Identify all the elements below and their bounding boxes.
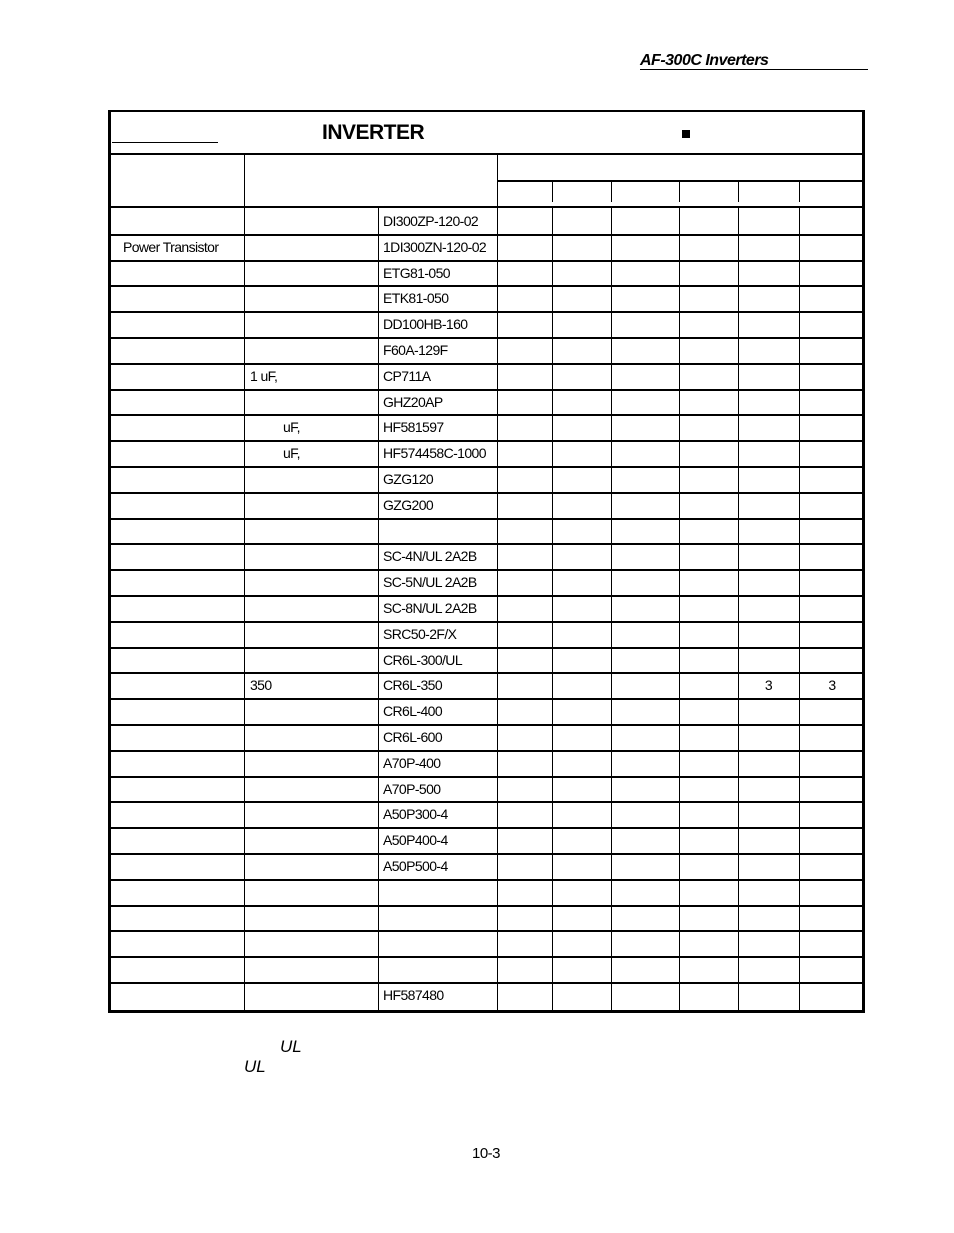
title-underline <box>112 142 218 143</box>
row-part-number: SRC50-2F/X <box>383 626 457 642</box>
row-separator <box>110 879 865 881</box>
row-separator <box>110 234 865 236</box>
row-spec: 1 uF, <box>250 368 278 384</box>
footnote-ul-2: UL <box>244 1057 266 1076</box>
row-separator <box>110 621 865 623</box>
header-col-tick <box>799 180 800 202</box>
header-col-tick <box>738 180 739 202</box>
row-separator <box>110 776 865 778</box>
row-separator <box>110 311 865 313</box>
row-spec: uF, <box>283 445 300 461</box>
row-separator <box>110 853 865 855</box>
row-part-number: GHZ20AP <box>383 394 443 410</box>
row-part-number: CP711A <box>383 368 431 384</box>
header-col-tick <box>552 180 553 202</box>
row-part-number: CR6L-600 <box>383 729 443 745</box>
row-separator <box>110 672 865 674</box>
row-separator <box>110 801 865 803</box>
row-part-number: CR6L-300/UL <box>383 652 462 668</box>
row-description: Power Transistor <box>123 239 219 255</box>
row-part-number: ETK81-050 <box>383 290 449 306</box>
header-col-tick <box>679 180 680 202</box>
header-col-divider <box>497 154 498 206</box>
row-separator <box>110 389 865 391</box>
header-row-rule <box>110 153 865 155</box>
header-bottom-rule <box>110 206 865 208</box>
col-divider-qty <box>552 208 553 1012</box>
row-part-number: A50P400-4 <box>383 832 448 848</box>
row-separator <box>110 260 865 262</box>
row-part-number: A70P-500 <box>383 781 441 797</box>
footnote-ul-1: UL <box>280 1037 302 1056</box>
row-separator <box>110 930 865 932</box>
row-separator <box>110 440 865 442</box>
parts-table-frame <box>108 110 865 1013</box>
row-separator <box>110 466 865 468</box>
row-part-number: CR6L-350 <box>383 677 443 693</box>
row-separator <box>110 492 865 494</box>
row-part-number: DI300ZP-120-02 <box>383 213 479 229</box>
row-part-number: ETG81-050 <box>383 265 450 281</box>
col-divider-qty <box>611 208 612 1012</box>
row-part-number: DD100HB-160 <box>383 316 468 332</box>
col-divider-qty <box>679 208 680 1012</box>
row-part-number: A50P300-4 <box>383 806 448 822</box>
row-separator <box>110 698 865 700</box>
col-divider-spec <box>378 208 379 1012</box>
row-separator <box>110 414 865 416</box>
row-quantity: 3 <box>828 677 836 693</box>
row-part-number: HF574458C-1000 <box>383 445 486 461</box>
row-part-number: HF587480 <box>383 987 444 1003</box>
row-spec: uF, <box>283 419 300 435</box>
row-part-number: F60A-129F <box>383 342 448 358</box>
col-divider-desc <box>244 208 245 1012</box>
col-divider-qty <box>799 208 800 1012</box>
row-part-number: HF581597 <box>383 419 444 435</box>
row-part-number: A70P-400 <box>383 755 441 771</box>
row-separator <box>110 827 865 829</box>
row-separator <box>110 956 865 958</box>
row-separator <box>110 285 865 287</box>
row-part-number: GZG200 <box>383 497 434 513</box>
header-col-tick <box>611 180 612 202</box>
row-quantity: 3 <box>764 677 773 693</box>
row-part-number: SC-5N/UL 2A2B <box>383 574 477 590</box>
bullet-mark <box>682 130 690 138</box>
row-separator <box>110 543 865 545</box>
document-header-title: AF-300C Inverters <box>640 52 769 69</box>
row-separator <box>110 724 865 726</box>
row-part-number: 1DI300ZN-120-02 <box>383 239 487 255</box>
row-separator <box>110 363 865 365</box>
row-separator <box>110 569 865 571</box>
row-part-number: SC-8N/UL 2A2B <box>383 600 477 616</box>
table-title: INVERTER <box>322 121 425 144</box>
row-separator <box>110 647 865 649</box>
row-part-number: A50P500-4 <box>383 858 448 874</box>
row-separator <box>110 982 865 984</box>
row-separator <box>110 518 865 520</box>
page-number: 10-3 <box>472 1145 501 1162</box>
row-part-number: SC-4N/UL 2A2B <box>383 548 477 564</box>
header-rule <box>640 69 868 70</box>
row-separator <box>110 595 865 597</box>
row-separator <box>110 750 865 752</box>
row-separator <box>110 337 865 339</box>
col-divider-part <box>497 208 498 1012</box>
row-spec: 350 <box>250 677 272 693</box>
col-divider-qty <box>738 208 739 1012</box>
row-part-number: GZG120 <box>383 471 434 487</box>
row-part-number: CR6L-400 <box>383 703 443 719</box>
header-col-divider <box>244 154 245 206</box>
row-separator <box>110 905 865 907</box>
